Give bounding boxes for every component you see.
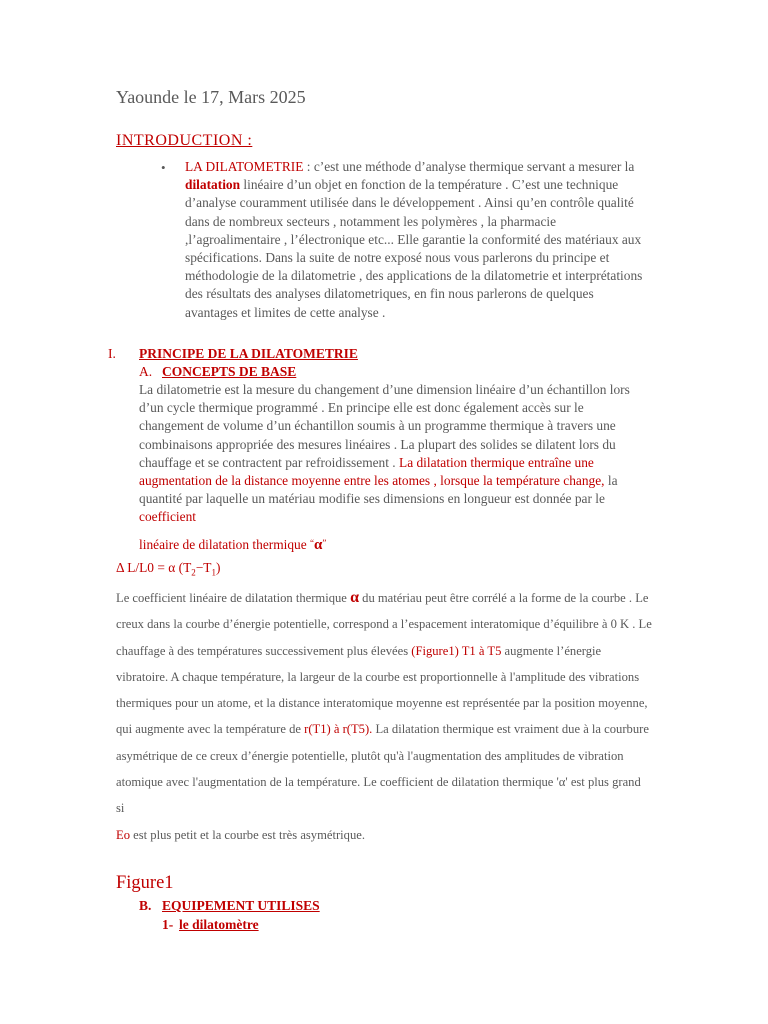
coef-red-figure-ref: (Figure1) T1 à T5 [411, 643, 502, 658]
document-date: Yaounde le 17, Mars 2025 [116, 87, 306, 107]
coef-text-1: Le coefficient linéaire de dilatation thermique [116, 591, 351, 605]
coef-text-3: augmente l’énergie vibratoire. A chaque température, la largeur de la courbe est proportionnelle à l'amplitude des vibrations thermiques pour un atome, et la distance interatomique moyenne est représentée par la position moyenne, qui augmente avec la température de [116, 643, 648, 737]
alpha-symbol: α [314, 537, 323, 553]
item-1-number: 1- [162, 917, 174, 932]
coef-text-2: du matériau peut être corrélé a la forme de la courbe . Le creux dans la courbe d’énergie potentielle, correspond a l’espacement interatomique d’équilibre à 0 K . Le chauffage à des températures successivement plus élevées [116, 591, 652, 658]
concepts-paragraph [139, 381, 651, 527]
introduction-heading: INTRODUCTION : [116, 132, 253, 149]
coefficient-line [139, 537, 326, 554]
item-1-title: le dilatomètre [179, 917, 259, 932]
section-1-number: I. [108, 346, 116, 361]
quote-open: “ [310, 538, 315, 548]
subsection-b-title: EQUIPEMENT UTILISES [162, 898, 320, 913]
intro-bold-word: dilatation [185, 177, 241, 193]
dilatation-formula [116, 560, 220, 578]
formula-mid: −T [195, 560, 212, 575]
coef-eo: Eo [116, 827, 130, 842]
concepts-red-1: La dilatation thermique entraîne une augmentation de la distance moyenne entre les atomes , lorsque la température change, [139, 454, 605, 489]
figure-label: Figure1 [116, 873, 174, 893]
subsection-a-title: CONCEPTS DE BASE [162, 364, 297, 379]
intro-text-2: linéaire d’un objet en fonction de la température . C’est une technique d’analyse couramment utilisée dans le développement . Ainsi qu’en contrôle qualité dans de nombreux secteurs , notamment les polymères , la pharmacie ,l’agroalimentaire , l’électronique etc... Elle garantie la conformité des matériaux aux spécifications. Dans la suite de notre exposé nous vous parlerons du principe et méthodologie de la dilatometrie , des applications de la dilatometrie et interprétations des résultats des analyses dilatometriques, en fin nous parlerons de quelques avantages et limites de cette analyse . [185, 177, 643, 320]
formula-main: Δ L/L0 = α (T [116, 560, 192, 575]
introduction-paragraph [185, 158, 645, 322]
concepts-text-2: la quantité par laquelle un matériau modifie ses dimensions en longueur est donnée par le [139, 473, 618, 507]
intro-text-1: : c’est une méthode d’analyse thermique servant a mesurer la [303, 159, 635, 174]
formula-sub-1: 1 [211, 567, 216, 578]
bullet-icon: • [161, 160, 166, 175]
subsection-a-letter: A. [139, 364, 153, 379]
coef-red-range: r(T1) à r(T5). [304, 722, 373, 737]
quote-close: ” [322, 538, 327, 548]
formula-sub-2: 2 [191, 567, 196, 578]
coef-alpha: α [350, 589, 359, 606]
intro-term: LA DILATOMETRIE [185, 159, 304, 174]
subsection-b-letter: B. [139, 898, 152, 913]
concepts-red-2: coefficient [139, 509, 197, 525]
coef-text-5: est plus petit et la courbe est très asymétrique. [130, 827, 366, 842]
section-1-title: PRINCIPE DE LA DILATOMETRIE [139, 346, 358, 361]
coefficient-label: linéaire de dilatation thermique [139, 537, 311, 552]
coef-text-4: La dilatation thermique est vraiment due à la courbure asymétrique de ce creux d’énergie potentielle, plutôt qu'à l'augmentation des amplitudes de vibration atomique avec l'augmentation de la température. Le coefficient de dilatation thermique 'α' est plus grand si [116, 722, 649, 816]
concepts-text-1: La dilatometrie est la mesure du changement d’une dimension linéaire d’un échantillon lors d’un cycle thermique programmé . En principe elle est donc également accès sur le changement de volume d’un échantillon soumis à un programme thermique à travers une combinaisons appropriée des mesures linéaires . La plupart des solides se dilatent lors du chauffage et se contractent par refroidissement . [139, 382, 630, 470]
coefficient-paragraph [116, 585, 652, 848]
formula-end: ) [215, 560, 221, 575]
